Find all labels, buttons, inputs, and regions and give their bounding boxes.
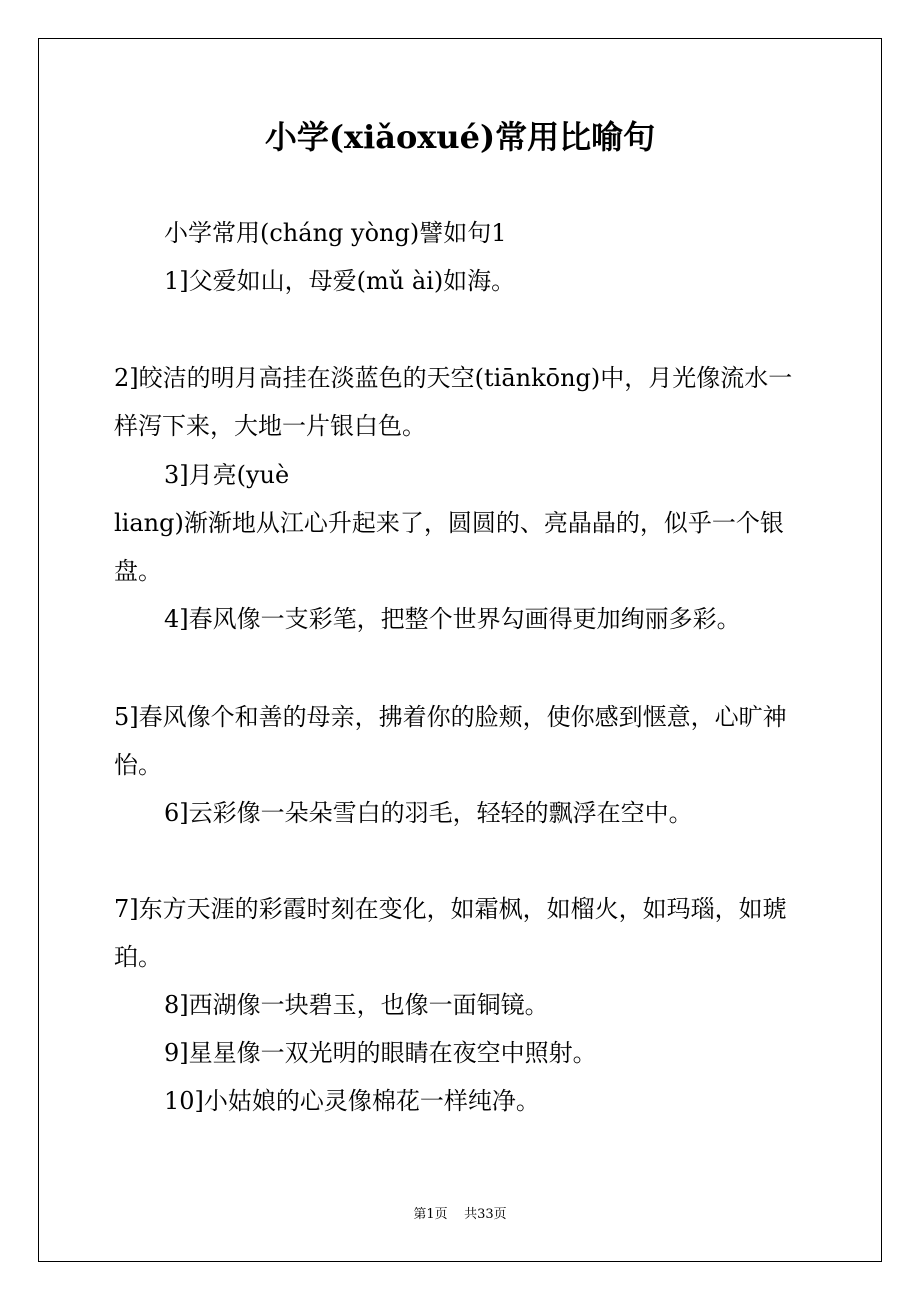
text-line-11: 7]东方天涯的彩霞时刻在变化，如霜枫，如榴火，如玛瑙，如琥 bbox=[114, 895, 787, 923]
text-line-8: 5]春风像个和善的母亲，拂着你的脸颊，使你感到惬意，心旷神 bbox=[114, 703, 787, 731]
text-line-3: 样泻下来，大地一片银白色。 bbox=[114, 412, 426, 440]
text-line-10: 6]云彩像一朵朵雪白的羽毛，轻轻的飘浮在空中。 bbox=[164, 799, 693, 827]
text-line-2: 2]皎洁的明月高挂在淡蓝色的天空(tiānkōng)中，月光像流水一 bbox=[114, 364, 793, 392]
text-line-12: 珀。 bbox=[114, 943, 162, 971]
text-line-5: liang)渐渐地从江心升起来了，圆圆的、亮晶晶的，似乎一个银 bbox=[114, 509, 784, 537]
section-heading: 小学常用(cháng yòng)譬如句1 bbox=[164, 219, 507, 247]
text-line-6: 盘。 bbox=[114, 557, 162, 585]
text-line-7: 4]春风像一支彩笔，把整个世界勾画得更加绚丽多彩。 bbox=[164, 605, 741, 633]
text-line-9: 怡。 bbox=[114, 751, 162, 779]
text-line-14: 9]星星像一双光明的眼睛在夜空中照射。 bbox=[164, 1039, 597, 1067]
text-line-15: 10]小姑娘的心灵像棉花一样纯净。 bbox=[164, 1087, 540, 1115]
text-line-13: 8]西湖像一块碧玉，也像一面铜镜。 bbox=[164, 991, 549, 1019]
text-line-1: 1]父爱如山，母爱(mǔ ài)如海。 bbox=[164, 267, 516, 295]
page-footer: 第1页 共33页 bbox=[413, 1207, 507, 1222]
text-line-4: 3]月亮(yuè bbox=[164, 461, 290, 489]
document-title: 小学(xiǎoxué)常用比喻句 bbox=[264, 118, 656, 156]
